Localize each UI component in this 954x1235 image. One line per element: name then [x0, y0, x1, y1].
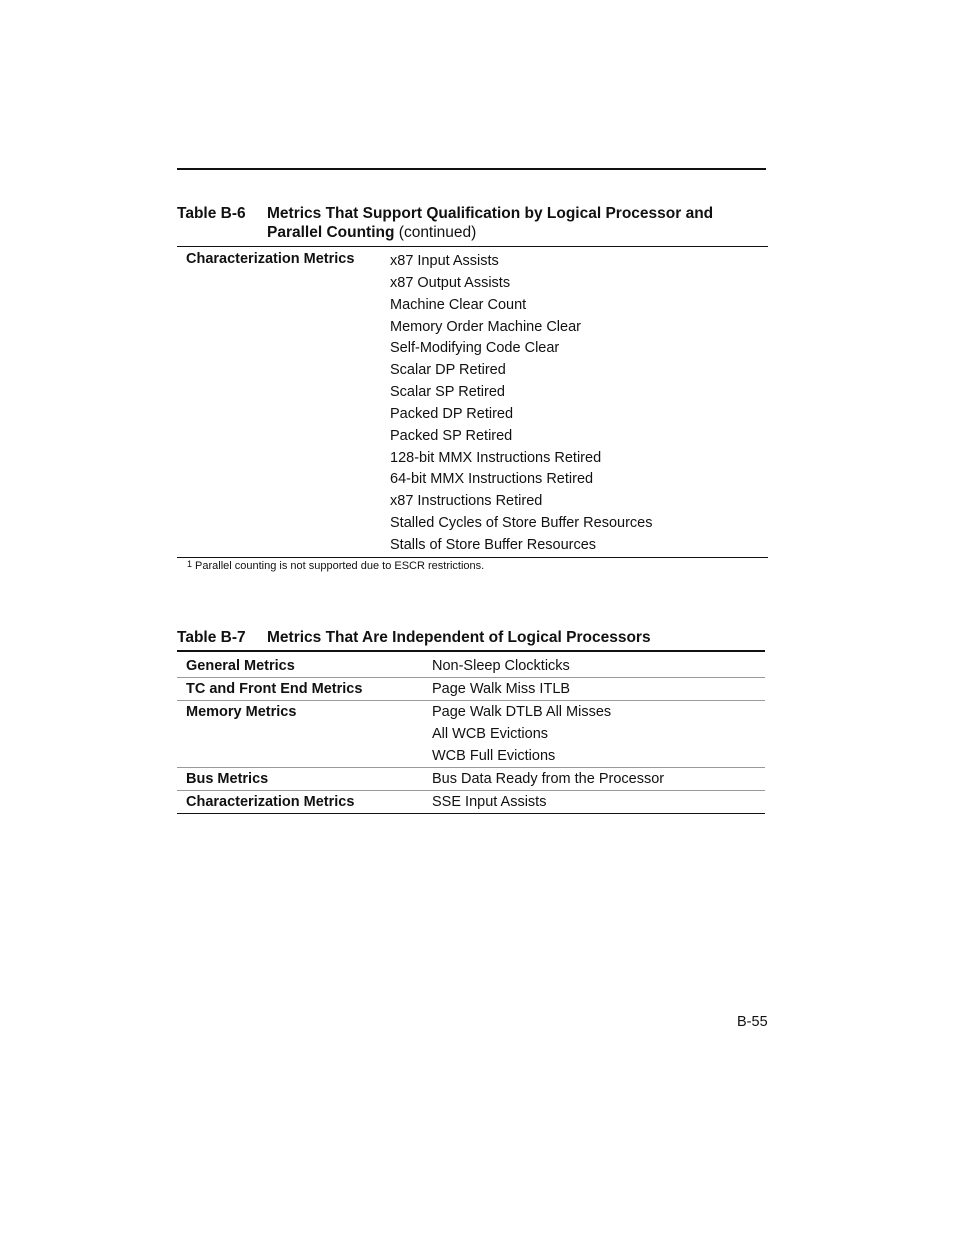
- table-b6-item: Memory Order Machine Clear: [390, 318, 581, 335]
- table-b6-continued: (continued): [398, 224, 477, 241]
- table-b6-item: Stalls of Store Buffer Resources: [390, 536, 597, 553]
- table-b6-title: [267, 204, 767, 242]
- row-value: SSE Input Assists: [432, 794, 547, 810]
- table-b6-item: Stalled Cycles of Store Buffer Resources: [390, 515, 653, 532]
- table-b6-item: Packed DP Retired: [390, 405, 514, 422]
- table-row: [177, 768, 765, 791]
- table-b6-footnote: [187, 559, 484, 572]
- table-b6-item: Self-Modifying Code Clear: [390, 340, 560, 357]
- row-value: Non-Sleep Clockticks: [432, 658, 570, 674]
- page-number: B-55: [737, 1014, 768, 1030]
- row-category: TC and Front End Metrics: [186, 681, 363, 697]
- page-header-rule: [177, 168, 766, 170]
- table-row: [177, 701, 765, 768]
- table-b6-category: Characterization Metrics: [186, 251, 355, 267]
- table-b6-item: Packed SP Retired: [390, 427, 513, 444]
- footnote-marker: 1: [187, 559, 193, 569]
- table-b6-items: [390, 251, 652, 557]
- footnote-text: Parallel counting is not supported due to ESCR restrictions.: [195, 560, 485, 572]
- table-row: [177, 791, 765, 814]
- row-value: Page Walk DTLB All Misses: [432, 704, 612, 720]
- table-b7: [177, 655, 765, 814]
- table-b6-top-rule: [177, 246, 768, 247]
- row-category: Memory Metrics: [186, 704, 297, 720]
- table-b7-label: Table B-7: [177, 629, 246, 646]
- table-row: [177, 655, 765, 678]
- table-b6-label: Table B-6: [177, 205, 246, 222]
- table-b6-item: x87 Output Assists: [390, 274, 511, 291]
- row-value: Bus Data Ready from the Processor: [432, 771, 665, 787]
- row-category: Characterization Metrics: [186, 794, 355, 810]
- table-b7-title: Metrics That Are Independent of Logical Processors: [267, 629, 651, 646]
- table-b7-top-rule: [177, 650, 765, 652]
- table-b6-item: x87 Input Assists: [390, 253, 499, 269]
- table-b6-item: Machine Clear Count: [390, 296, 527, 313]
- row-value: All WCB Evictions: [432, 726, 549, 742]
- table-b6-title-text: Metrics That Support Qualification by Logical Processor and Parallel Counting: [267, 205, 714, 241]
- table-b6-item: x87 Instructions Retired: [390, 493, 543, 510]
- table-b6-item: Scalar DP Retired: [390, 362, 506, 379]
- table-row: [177, 678, 765, 701]
- table-b6-bottom-rule: [177, 557, 768, 558]
- table-b6-item: 128-bit MMX Instructions Retired: [390, 449, 602, 466]
- row-category: Bus Metrics: [186, 771, 269, 787]
- table-b6-item: Scalar SP Retired: [390, 384, 505, 401]
- row-value: Page Walk Miss ITLB: [432, 681, 571, 697]
- table-b6-item: 64-bit MMX Instructions Retired: [390, 471, 594, 488]
- row-value: WCB Full Evictions: [432, 748, 556, 764]
- row-category: General Metrics: [186, 658, 295, 674]
